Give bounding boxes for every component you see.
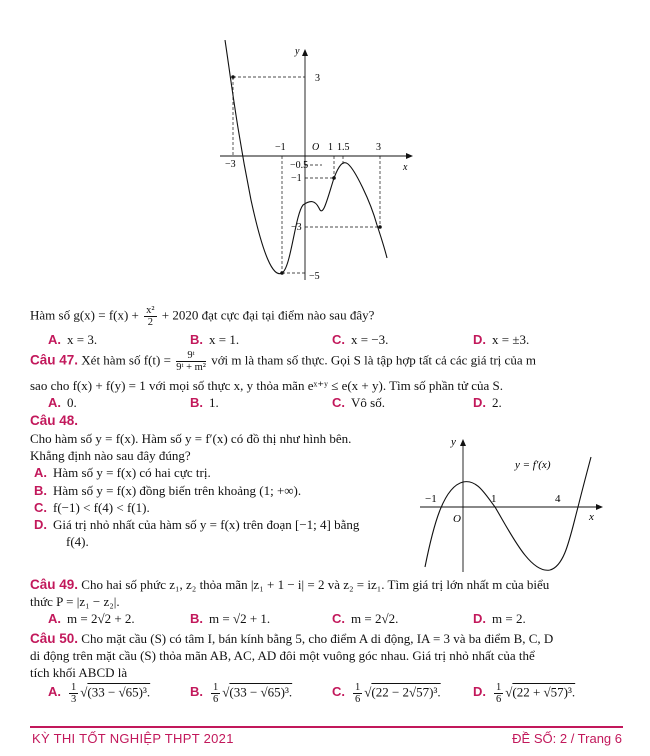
q47-option-a[interactable] bbox=[48, 394, 77, 411]
tick-o: O bbox=[312, 142, 320, 153]
option-text: x = −3. bbox=[351, 332, 389, 347]
q46-option-d[interactable] bbox=[473, 331, 529, 348]
q50-line1: Cho mặt cầu (S) có tâm I, bán kính bằng 5, cho điểm A di động, IA = 3 và ba điểm B, C, D bbox=[81, 631, 554, 646]
tick-4: 4 bbox=[555, 493, 561, 505]
option-text: 2. bbox=[492, 395, 502, 410]
tick-m05: −0.5 bbox=[290, 160, 309, 171]
q48-option-a[interactable] bbox=[34, 464, 211, 481]
frac-num: 1 bbox=[355, 682, 361, 693]
sqrt-icon: √ bbox=[505, 684, 513, 700]
option-letter: B. bbox=[34, 483, 47, 498]
q50-option-b[interactable] bbox=[190, 682, 292, 705]
option-letter: B. bbox=[190, 611, 203, 626]
q46-option-b[interactable] bbox=[190, 331, 239, 348]
q50-option-c[interactable] bbox=[332, 682, 441, 705]
tick-p3: 3 bbox=[376, 142, 381, 153]
option-fraction bbox=[494, 682, 503, 705]
option-letter: D. bbox=[34, 517, 47, 532]
option-fraction bbox=[353, 682, 362, 705]
q48-option-d[interactable] bbox=[34, 516, 414, 533]
q49-stem bbox=[30, 576, 625, 593]
x-axis-arrow bbox=[406, 153, 413, 159]
option-letter: B. bbox=[190, 332, 203, 347]
option-letter: C. bbox=[332, 684, 345, 700]
frac-num: 1 bbox=[71, 682, 77, 693]
point bbox=[280, 271, 284, 275]
option-text: m = 2√2 + 2. bbox=[67, 611, 135, 626]
q46-text-a: Hàm số g(x) = f(x) + bbox=[30, 307, 139, 323]
option-radicand: (33 − √65)³. bbox=[87, 684, 151, 700]
y-label: y bbox=[451, 436, 456, 448]
q49-option-d[interactable] bbox=[473, 610, 526, 627]
frac-den: 9ᵗ + m² bbox=[176, 362, 206, 373]
tick-m1x: −1 bbox=[275, 142, 286, 153]
frac-den: 2 bbox=[147, 317, 153, 328]
option-letter: A. bbox=[48, 684, 61, 700]
option-letter: C. bbox=[34, 500, 47, 515]
q46-option-a[interactable] bbox=[48, 331, 97, 348]
q49-label: Câu 49. bbox=[30, 577, 79, 592]
option-letter: D. bbox=[473, 395, 486, 410]
point bbox=[332, 176, 336, 180]
x-label: x bbox=[589, 511, 594, 523]
q48-option-c[interactable] bbox=[34, 499, 150, 516]
option-text: 1. bbox=[209, 395, 219, 410]
option-text: 0. bbox=[67, 395, 77, 410]
frac-den: 3 bbox=[71, 694, 77, 705]
tick-p15: 1.5 bbox=[337, 142, 350, 153]
q50-line3: tích khối ABCD là bbox=[30, 665, 128, 680]
q46-fraction bbox=[144, 305, 156, 328]
q46-option-c[interactable] bbox=[332, 331, 388, 348]
q47-option-b[interactable] bbox=[190, 394, 219, 411]
option-text: x = 3. bbox=[67, 332, 98, 347]
frac-num: 1 bbox=[213, 682, 219, 693]
option-letter: C. bbox=[332, 395, 345, 410]
option-letter: B. bbox=[190, 684, 203, 700]
tick-p1: 1 bbox=[328, 142, 333, 153]
option-text: m = 2√2. bbox=[351, 611, 399, 626]
option-fraction bbox=[211, 682, 220, 705]
q47-text-b: với m là tham số thực. Gọi S là tập hợp tất cả các giá trị của m bbox=[211, 352, 536, 368]
y-label: y bbox=[295, 46, 300, 57]
option-fraction bbox=[69, 682, 78, 705]
q48-line2: Khẳng định nào sau đây đúng? bbox=[30, 448, 191, 463]
option-letter: D. bbox=[473, 611, 486, 626]
q48-label-row bbox=[30, 412, 625, 429]
q50-stem bbox=[30, 630, 625, 647]
tick-m1y: −1 bbox=[291, 173, 302, 184]
guide-lines bbox=[233, 77, 380, 273]
q50-label: Câu 50. bbox=[30, 631, 79, 646]
option-letter: B. bbox=[190, 395, 203, 410]
q50-option-a[interactable] bbox=[48, 682, 150, 705]
tick-y3: 3 bbox=[315, 73, 320, 84]
q50-option-d[interactable] bbox=[473, 682, 575, 705]
point bbox=[231, 75, 235, 79]
tick-m3y: −3 bbox=[291, 222, 302, 233]
q47-fraction bbox=[176, 350, 206, 373]
frac-den: 6 bbox=[496, 694, 502, 705]
tick-m1: −1 bbox=[425, 493, 437, 505]
q50-line2: di động trên mặt cầu (S) thỏa mãn AB, AC, AD đôi một vuông góc nhau. Giá trị nhỏ nhất của thể bbox=[30, 648, 535, 663]
footer-page-info: ĐỀ SỐ: 2 / Trang 6 bbox=[512, 731, 622, 746]
x-axis-arrow bbox=[596, 504, 603, 510]
q47-option-d[interactable] bbox=[473, 394, 502, 411]
q46-stem bbox=[30, 305, 625, 328]
option-text: x = 1. bbox=[209, 332, 240, 347]
option-letter: C. bbox=[332, 611, 345, 626]
option-text: m = 2. bbox=[492, 611, 526, 626]
option-letter: D. bbox=[473, 332, 486, 347]
q47-line2: sao cho f(x) + f(y) = 1 với mọi số thực x, y thỏa mãn eˣ⁺ʸ ≤ e(x + y). Tìm số phần tử của S. bbox=[30, 378, 504, 393]
option-text: Giá trị nhỏ nhất của hàm số y = f(x) trên đoạn [−1; 4] bằng bbox=[53, 517, 360, 532]
sqrt-icon: √ bbox=[222, 684, 230, 700]
q47-option-c[interactable] bbox=[332, 394, 385, 411]
option-text: Vô số. bbox=[351, 395, 385, 410]
q47-text-a: Xét hàm số f(t) = bbox=[81, 352, 171, 368]
tick-m3x: −3 bbox=[225, 159, 236, 170]
option-letter: A. bbox=[48, 611, 61, 626]
frac-den: 6 bbox=[213, 694, 219, 705]
point bbox=[378, 225, 382, 229]
frac-num: x² bbox=[146, 305, 155, 316]
y-axis-arrow bbox=[302, 49, 308, 56]
q49-option-c[interactable] bbox=[332, 610, 398, 627]
q48-label: Câu 48. bbox=[30, 413, 79, 428]
sqrt-icon: √ bbox=[80, 684, 88, 700]
option-radicand: (22 + √57)³. bbox=[512, 684, 576, 700]
option-radicand: (33 − √65)³. bbox=[229, 684, 293, 700]
q48-option-b[interactable] bbox=[34, 482, 301, 499]
curve-f bbox=[225, 40, 387, 274]
frac-num: 9ᵗ bbox=[176, 350, 206, 362]
graph-f bbox=[215, 40, 420, 290]
q48-option-d-cont: f(4). bbox=[66, 534, 89, 549]
option-text: Hàm số y = f(x) đồng biến trên khoảng (1; +∞). bbox=[53, 483, 302, 498]
option-letter: A. bbox=[48, 332, 61, 347]
q46-text-b: + 2020 đạt cực đại tại điểm nào sau đây? bbox=[161, 307, 375, 323]
q49-line1: Cho hai số phức z₁, z₂ thỏa mãn |z₁ + 1 − i| = 2 và z₂ = iz₁. Tìm giá trị lớn nhất m của biểu bbox=[81, 577, 550, 592]
tick-1: 1 bbox=[491, 493, 497, 505]
frac-num: 1 bbox=[496, 682, 502, 693]
q47-label: Câu 47. bbox=[30, 352, 79, 368]
tick-m5: −5 bbox=[309, 271, 320, 282]
option-text: m = √2 + 1. bbox=[209, 611, 271, 626]
q49-line2: thức P = |z₁ − z₂|. bbox=[30, 594, 120, 609]
option-letter: A. bbox=[34, 465, 47, 480]
curve-fprime bbox=[425, 457, 591, 570]
q49-option-b[interactable] bbox=[190, 610, 270, 627]
x-label: x bbox=[403, 162, 408, 173]
option-letter: A. bbox=[48, 395, 61, 410]
option-letter: D. bbox=[473, 684, 486, 700]
q47-stem bbox=[30, 350, 625, 373]
option-text: f(−1) < f(4) < f(1). bbox=[53, 500, 150, 515]
curve-label: y = f′(x) bbox=[515, 459, 551, 471]
graph-fprime bbox=[415, 432, 610, 574]
option-radicand: (22 − 2√57)³. bbox=[371, 684, 441, 700]
footer-divider bbox=[30, 726, 623, 728]
sqrt-icon: √ bbox=[364, 684, 372, 700]
footer-exam-title: KỲ THI TỐT NGHIỆP THPT 2021 bbox=[32, 731, 234, 746]
q48-line1: Cho hàm số y = f(x). Hàm số y = f′(x) có đồ thị như hình bên. bbox=[30, 431, 352, 446]
q49-option-a[interactable] bbox=[48, 610, 135, 627]
frac-den: 6 bbox=[355, 694, 361, 705]
option-text: x = ±3. bbox=[492, 332, 530, 347]
y-axis-arrow bbox=[460, 439, 466, 446]
option-letter: C. bbox=[332, 332, 345, 347]
option-text: Hàm số y = f(x) có hai cực trị. bbox=[53, 465, 211, 480]
tick-o: O bbox=[453, 513, 461, 525]
